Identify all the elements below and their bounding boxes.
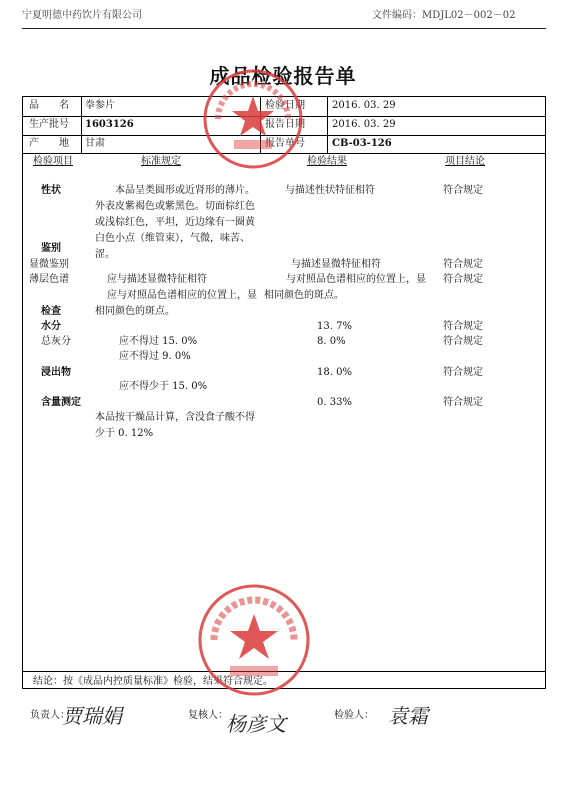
con-xingzhuang: 符合规定 [443, 185, 483, 196]
res-jinchuwu: 18. 0% [317, 367, 352, 378]
document-number: 文件编码：MDJL02－002－02 [372, 10, 516, 21]
std-zonghuifen: 应不得过 9. 0% [119, 351, 191, 362]
item-jiancha: 检查 [41, 306, 61, 317]
inspect-date-value: 2016. 03. 29 [332, 100, 396, 111]
res-bocengsepu: 与对照品色谱相应的位置上，显相同颜色的斑点。 [264, 274, 426, 301]
name-label: 品 名 [29, 100, 69, 111]
item-jinchuwu: 浸出物 [41, 367, 71, 378]
origin-label: 产 地 [29, 138, 69, 149]
col-header-standard: 标准规定 [141, 156, 181, 167]
res-hanliang: 0. 33% [317, 397, 352, 408]
report-date-label: 报告日期 [265, 119, 305, 130]
con-jinchuwu: 符合规定 [443, 367, 483, 378]
responsible-label: 负责人： [30, 710, 70, 721]
res-zonghuifen: 8. 0% [317, 336, 346, 347]
col-header-conclusion: 项目结论 [445, 156, 485, 167]
report-no-value: CB-03-126 [332, 138, 392, 149]
origin-value: 甘肃 [85, 138, 105, 149]
item-bocengsepu: 薄层色谱 [29, 274, 69, 285]
quality-inspection-stamp [196, 582, 312, 698]
page-title: 成品检验报告单 [209, 64, 357, 88]
std-xianwei: 应与描述显微特征相符 [107, 274, 207, 285]
con-xianwei: 符合规定 [443, 259, 483, 270]
con-zonghuifen: 符合规定 [443, 336, 483, 347]
con-shuifen: 符合规定 [443, 321, 483, 332]
responsible-signature: 贾瑞娟 [62, 704, 122, 728]
res-xingzhuang: 与描述性状特征相符 [285, 185, 375, 196]
col-divider [327, 97, 328, 153]
inspector-signature: 袁霜 [388, 704, 428, 728]
inspector-label: 检验人： [334, 710, 374, 721]
reviewer-signature: 杨彦文 [226, 712, 286, 736]
item-hanliang: 含量测定 [41, 397, 81, 408]
item-shuifen: 水分 [41, 321, 61, 332]
item-zonghuifen: 总灰分 [41, 336, 71, 347]
col-header-item: 检验项目 [33, 156, 73, 167]
col-header-result: 检验结果 [307, 156, 347, 167]
item-xianwei: 显微鉴别 [29, 259, 69, 270]
con-bocengsepu: 符合规定 [443, 274, 483, 285]
std-hanliang: 本品按干燥品计算，含没食子酸不得少于 0. 12% [95, 412, 255, 439]
name-value: 拳参片 [85, 100, 115, 111]
reviewer-label: 复核人： [188, 710, 228, 721]
header-rule [22, 28, 546, 29]
std-shuifen: 应不得过 15. 0% [119, 336, 198, 347]
res-xianwei: 与描述显微特征相符 [291, 259, 381, 270]
batch-label: 生产批号 [29, 119, 69, 130]
con-hanliang: 符合规定 [443, 397, 483, 408]
inspect-date-label: 检验日期 [265, 100, 305, 111]
col-divider [81, 97, 82, 153]
res-shuifen: 13. 7% [317, 321, 352, 332]
std-xingzhuang: 本品呈类圆形或近肾形的薄片。外表皮紫褐色或紫黑色。切面棕红色或浅棕红色，平坦，近边缘有一圈黄白色小点（维管束），气微，味苦、涩。 [95, 185, 255, 260]
conclusion-text: 结论：按《成品内控质量标准》检验，结果符合规定。 [33, 676, 273, 687]
quality-dept-stamp [200, 66, 306, 172]
std-bocengsepu: 应与对照品色谱相应的位置上，显相同颜色的斑点。 [95, 290, 257, 317]
std-jinchuwu: 应不得少于 15. 0% [119, 381, 208, 392]
item-xingzhuang: 性状 [41, 185, 61, 196]
company-header: 宁夏明德中药饮片有限公司 [22, 10, 142, 21]
report-date-value: 2016. 03. 29 [332, 119, 396, 130]
batch-value: 1603126 [85, 119, 134, 130]
report-no-label: 报告单号 [265, 138, 305, 149]
item-jianbie: 鉴别 [41, 243, 61, 254]
